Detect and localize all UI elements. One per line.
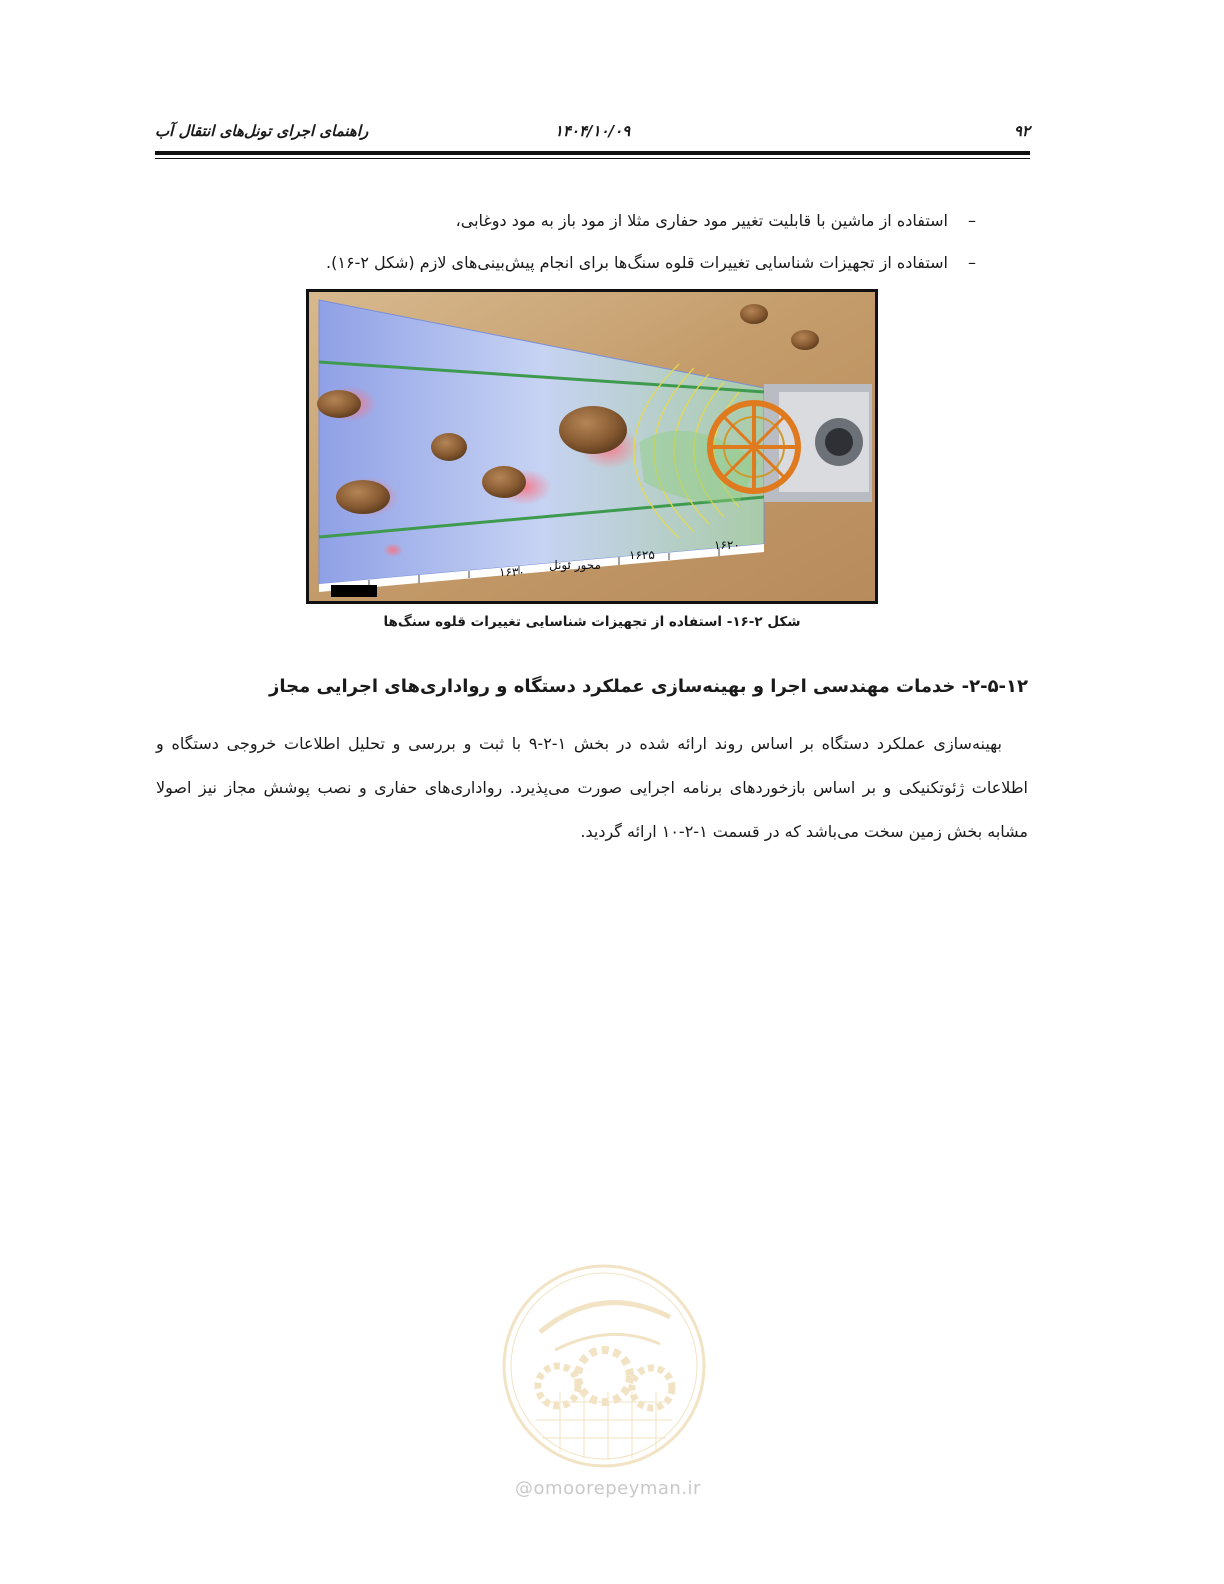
watermark-url-text: omoorepeyman.ir bbox=[533, 1478, 701, 1499]
bullet-dash: – bbox=[968, 253, 976, 272]
figure-caption: شکل ۲-۱۶- استفاده از تجهیزات شناسایی تغییرات قلوه سنگ‌ها bbox=[383, 614, 801, 630]
scale-bar bbox=[331, 585, 377, 597]
page-number: ۹۲ bbox=[1013, 122, 1030, 140]
figure-illustration bbox=[309, 292, 875, 601]
watermark-logo bbox=[500, 1262, 708, 1470]
list-item bbox=[236, 242, 976, 284]
header-title: راهنمای اجرای تونل‌های انتقال آب bbox=[155, 122, 369, 140]
body-paragraph bbox=[156, 722, 1028, 854]
bullet-dash: – bbox=[968, 211, 976, 230]
figure-tunnel-boulder-detection bbox=[306, 289, 878, 604]
list-item bbox=[236, 200, 976, 242]
header-rule-thin bbox=[155, 158, 1030, 159]
boulder bbox=[336, 480, 390, 514]
bullet-text: استفاده از تجهیزات شناسایی تغییرات قلوه سنگ‌ها برای انجام پیش‌بینی‌های لازم (شکل ۲-۱۶). bbox=[326, 253, 948, 272]
chainage-label-1630: ۱۶۳۰ bbox=[499, 565, 525, 579]
boulder bbox=[559, 406, 627, 454]
chainage-label-1620: ۱۶۲۰ bbox=[714, 538, 740, 552]
surface-rock bbox=[740, 304, 768, 324]
surface-rock bbox=[791, 330, 819, 350]
at-icon: @ bbox=[515, 1478, 534, 1499]
page-header bbox=[155, 118, 1030, 148]
watermark-url bbox=[508, 1478, 708, 1499]
chainage-label-1625: ۱۶۲۵ bbox=[629, 548, 655, 562]
boulder bbox=[431, 433, 467, 461]
section-heading: ۲-۵-۱۲- خدمات مهندسی اجرا و بهینه‌سازی عملکرد دستگاه و رواداری‌های اجرایی مجاز bbox=[269, 676, 1028, 697]
bullet-list bbox=[236, 200, 976, 284]
header-date: ۱۴۰۴/۱۰/۰۹ bbox=[554, 122, 631, 140]
bullet-text: استفاده از ماشین با قابلیت تغییر مود حفاری مثلا از مود باز به مود دوغابی، bbox=[455, 211, 948, 230]
paragraph-text: بهینه‌سازی عملکرد دستگاه بر اساس روند ارائه شده در بخش ۱-۲-۹ با ثبت و بررسی و تحلیل اطلاعات خروجی دستگاه و اطلاعات ژئوتکنیکی و بر اساس بازخوردهای برنامه اجرایی صورت می‌پذیرد. رواداری‌های حفاری و نصب پوشش مجاز نیز اصولا مشابه بخش زمین سخت می‌باشد که در قسمت ۱-۲-۱۰ ارائه گردید. bbox=[156, 734, 1028, 841]
tunnel-axis-label: محور تونل bbox=[549, 558, 601, 572]
header-rule-thick bbox=[155, 151, 1030, 155]
boulder bbox=[317, 390, 361, 418]
boulder bbox=[482, 466, 526, 498]
